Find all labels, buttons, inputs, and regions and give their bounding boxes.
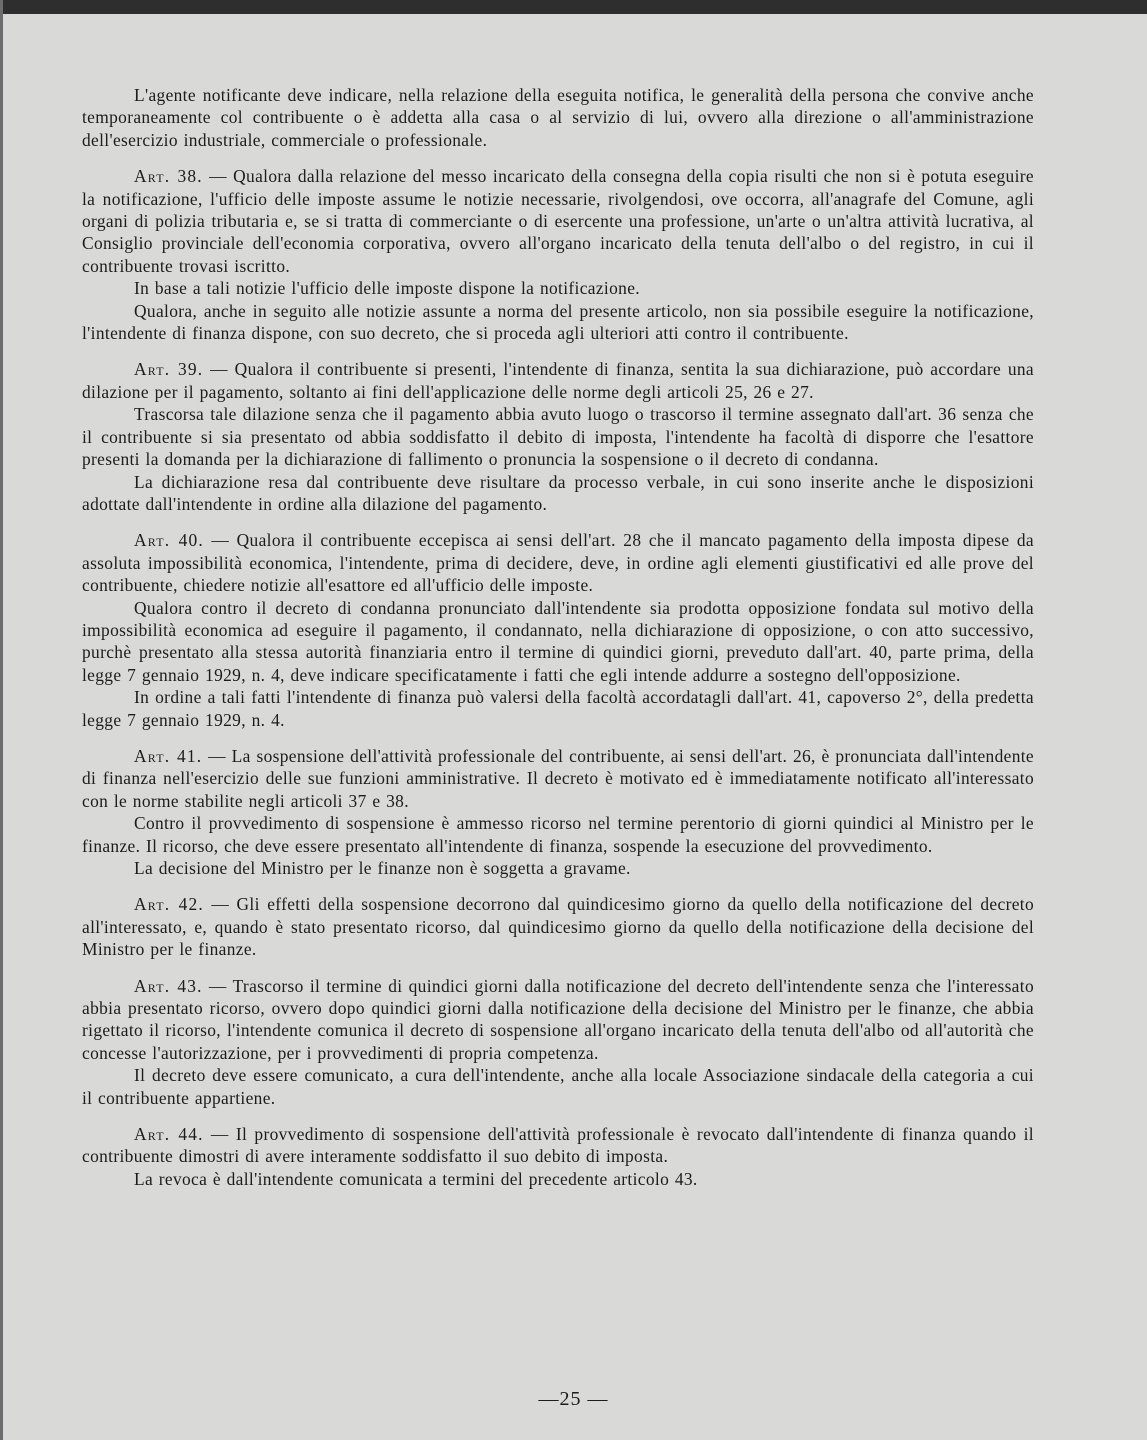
article-41-paragraph-3: La decisione del Ministro per le finanze non è soggetta a gravame. [134,858,631,878]
article-44-paragraph-2: La revoca è dall'intendente comunicata a termini del precedente articolo 43. [134,1168,698,1189]
article-42-label: Art. 42. [134,894,204,915]
article-44-dash: — [210,1124,229,1145]
article-42 [82,893,1034,960]
scan-left-border [0,0,3,1440]
page-number: —25 — [538,1388,609,1410]
article-40-paragraph-3: In ordine a tali fatti l'intendente di finanza può valersi della facoltà accordatagli dall'art. 41, capoverso 2°, della predetta legge 7 gennaio 1929, n. 4. [82,687,1034,730]
article-41-label: Art. 41. [134,745,203,766]
article-39-label: Art. 39. [134,359,204,380]
article-41-dash: — [208,745,226,766]
article-43 [82,975,1034,1109]
article-42-dash: — [211,894,230,915]
article-38-label: Art. 38. [134,166,203,187]
article-40-dash: — [211,530,230,551]
scan-top-border [0,0,1147,14]
article-44-text-1: Il provvedimento di sospensione dell'attività professionale è revocato dall'intendente di finanza quando il contribuente dimostri di avere interamente soddisfatto il suo debito di imposta. [82,1124,1034,1167]
article-43-label: Art. 43. [134,975,203,996]
article-38-paragraph-3: Qualora, anche in seguito alle notizie assunte a norma del presente articolo, non sia possibile eseguire la notificazione, l'intendente di finanza dispone, con suo decreto, che si proceda agli ulteriori atti contro il contribuente. [82,300,1034,344]
article-39-dash: — [210,359,228,380]
article-40-label: Art. 40. [134,530,204,551]
article-43-dash: — [208,975,227,996]
article-39 [82,358,1034,515]
article-38-dash: — [209,166,227,187]
article-40 [82,529,1034,731]
article-42-paragraph-1 [82,893,1034,960]
article-43-paragraph-1 [82,975,1034,1065]
article-41-text-1: La sospensione dell'attività professionale del contribuente, ai sensi dell'art. 26, è pronunciata dall'intendente di finanza nell'esercizio delle sue funzioni amministrative. Il decreto è motivato ed è immediatamente notificato all'interessato con le norme stabilite negli articoli 37 e 38. [82,745,1034,811]
article-41-paragraph-1 [82,745,1034,812]
intro-paragraph: L'agente notificante deve indicare, nella relazione della eseguita notifica, le generalità della persona che convive anche temporaneamente col contribuente o è addetta alla casa o al servizio di lui, ovvero alla direzione o all'amministrazione dell'esercizio industriale, commerciale o professionale. [82,85,1034,150]
article-38-text-1: Qualora dalla relazione del messo incaricato della consegna della copia risulti che non si è potuta eseguire la notificazione, l'ufficio delle imposte assume le notizie necessarie, rivolgendosi, ove occorra, all'anagrafe del Comune, agli organi di polizia tributaria e, se si tratta di commerciante o di esercente una professione, un'arte o un'altra attività lucrativa, al Consiglio provinciale dell'economia corporativa, ovvero all'organo incaricato della tenuta dell'albo o del registro, in cui il contribuente trovasi iscritto. [82,166,1034,276]
article-40-paragraph-1 [82,529,1034,596]
document-page [82,84,1034,1190]
article-43-paragraph-2: Il decreto deve essere comunicato, a cura dell'intendente, anche alla locale Associazione sindacale della categoria a cui il contribuente appartiene. [82,1065,1034,1108]
article-39-paragraph-1 [82,358,1034,403]
article-39-paragraph-3: La dichiarazione resa dal contribuente deve risultare da processo verbale, in cui sono inserite anche le disposizioni adottate dall'intendente in ordine alla dilazione del pagamento. [82,471,1034,514]
article-38-paragraph-2: In base a tali notizie l'ufficio delle imposte dispone la notificazione. [134,278,640,299]
article-40-paragraph-2: Qualora contro il decreto di condanna pronunciato dall'intendente sia prodotta opposizione fondata sul motivo della impossibilità economica ad eseguire il pagamento, il condannato, nella dichiarazione di opposizione, o con atto successivo, purchè presentato alla stessa autorità finanziaria entro il termine di quindici giorni, preveduto dall'art. 40, parte prima, della legge 7 gennaio 1929, n. 4, deve indicare specificatamente i fatti che egli intende addurre a sostegno dell'opposizione. [82,597,1034,685]
article-44-paragraph-1 [82,1123,1034,1168]
article-38 [82,165,1034,344]
article-44 [82,1123,1034,1190]
article-41-paragraph-2: Contro il provvedimento di sospensione è ammesso ricorso nel termine perentorio di giorni quindici al Ministro per le finanze. Il ricorso, che deve essere presentato all'intendente di finanza, sospende la esecuzione del provvedimento. [82,813,1034,856]
article-43-text-1: Trascorso il termine di quindici giorni dalla notificazione del decreto dell'intendente senza che l'interessato abbia presentato ricorso, ovvero dopo quindici giorni dalla notificazione della decisione del Ministro per le finanze, che abbia rigettato il ricorso, l'intendente comunica il decreto di sospensione all'organo incaricato della tenuta dell'albo od all'autorità che concesse l'autorizzazione, per i provvedimenti di propria competenza. [82,975,1034,1063]
article-39-text-1: Qualora il contribuente si presenti, l'intendente di finanza, sentita la sua dichiarazione, può accordare una dilazione per il pagamento, soltanto ai fini dell'applicazione delle norme degli articoli 25, 26 e 27. [82,359,1034,402]
article-44-label: Art. 44. [134,1124,204,1145]
article-39-paragraph-2: Trascorsa tale dilazione senza che il pagamento abbia avuto luogo o trascorso il termine assegnato dall'art. 36 senza che il contribuente si sia presentato od abbia soddisfatto il debito di imposta, l'intendente ha facoltà di disporre che l'esattore presenti la domanda per la dichiarazione di fallimento o pronuncia la sospensione o il decreto di condanna. [82,404,1034,470]
article-40-text-1: Qualora il contribuente eccepisca ai sensi dell'art. 28 che il mancato pagamento della imposta dipese da assoluta impossibilità economica, l'intendente, prima di decidere, deve, in ordine agli elementi giustificativi ed alle prove del contribuente, chiedere notizie all'esattore ed all'ufficio delle imposte. [82,530,1035,596]
article-42-text-1: Gli effetti della sospensione decorrono dal quindicesimo giorno da quello della notificazione del decreto all'interessato, e, quando è stato presentato ricorso, dal quindicesimo giorno da quello della notificazione della decisione del Ministro per le finanze. [82,894,1035,960]
article-41 [82,745,1034,879]
article-38-paragraph-1 [82,165,1034,277]
